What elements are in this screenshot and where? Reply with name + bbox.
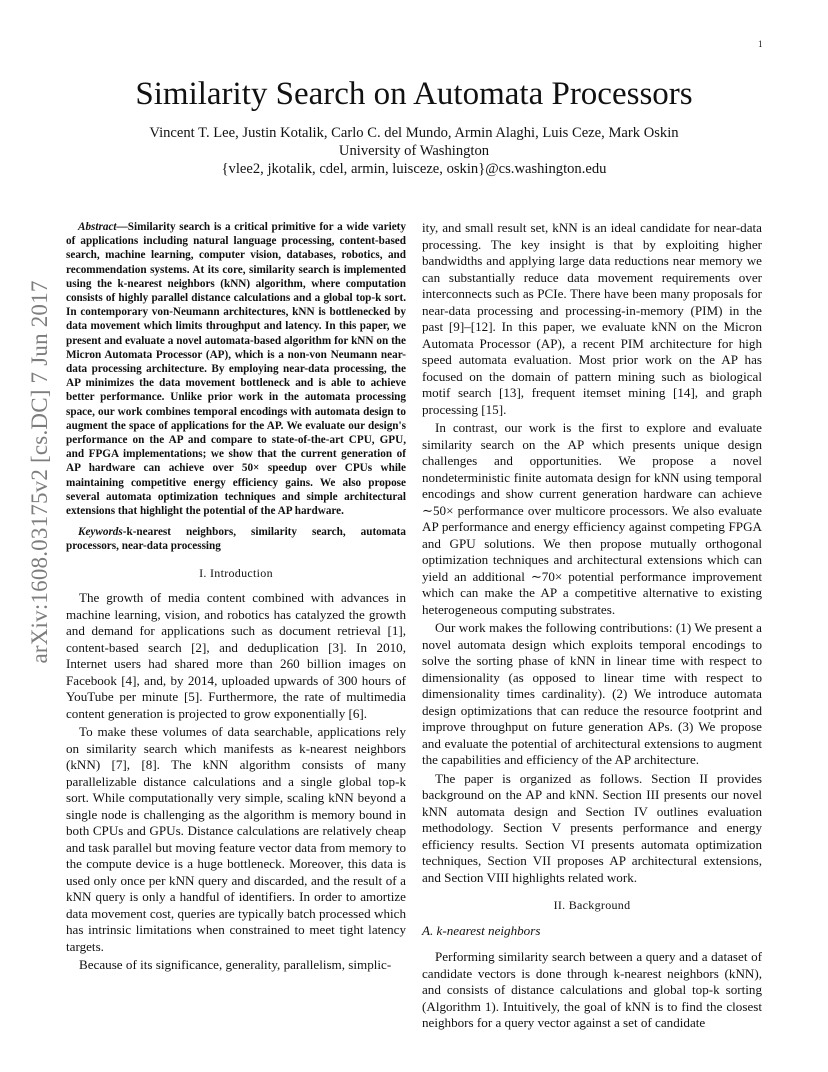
left-column — [66, 220, 406, 976]
paragraph: To make these volumes of data searchable, applications rely on similarity search which manifests as k-nearest neighbors (kNN) [7], [8]. The kNN algorithm consists of many parallelizable distance calculations and a single global top-k sort. While computationally very simple, scaling kNN beyond a single node is challenging as the algorithm is memory bound in both CPUs and GPUs. Distance calculations are relatively cheap and task parallel but moving feature vector data from memory to the compute device is a huge bottleneck. Moreover, this data is used only once per kNN query and discarded, and the result of a kNN query is only a handful of identifiers. In order to amortize data movement cost, queries are typically batch processed which has intrinsic limitations when constrained to meet tight latency targets. — [66, 724, 406, 954]
paragraph: Performing similarity search between a query and a dataset of candidate vectors is done through k-nearest neighbors (kNN), and consists of distance calculations and global top-k sorting (Algorithm 1). Intuitively, the goal of kNN is to find the closest neighbors for a query vector against a set of candidate — [422, 949, 762, 1030]
subsection-heading-knn: A. k-nearest neighbors — [422, 922, 541, 938]
abstract-text: —Similarity search is a critical primitive for a wide variety of applications including natural language processing, content-based search, machine learning, computer vision, databases, robotics, and recommendation systems. At its core, similarity search is implemented using the k-nearest neighbors (kNN) algorithm, where computation consists of highly parallel distance calculations and a global top-k sort. In contemporary von-Neumann architectures, kNN is bottlenecked by data movement which limits throughput and latency. In this paper, we present and evaluate a novel automata-based algorithm for kNN on the Micron Automata Processor (AP), which is a non-von Neumann near-data processing architecture. By employing near-data processing, the AP minimizes the data movement bottleneck and is able to achieve better performance. Unlike prior work in the automata processing space, our work combines temporal encodings with automata design to augment the space of applications for the AP. We evaluate our design's performance on the AP and compare to state-of-the-art CPU, GPU, and FPGA implementations; we show that the current generation of AP hardware can achieve over 50× speedup over CPUs while maintaining competitive energy efficiency gains. We also propose several automata optimization techniques and simple architectural extensions that highlight the potential of the AP hardware. — [66, 221, 406, 518]
keywords — [66, 525, 406, 553]
author-block — [0, 124, 828, 178]
paragraph: The growth of media content combined with advances in machine learning, vision, and robotics has catalyzed the growth and demand for applications such as document retrieval [1], content-based search [2], and deduplication [3]. In 2010, Internet users had shared more than 260 billion images on Facebook [4], and, by 2014, uploaded upwards of 300 hours of YouTube per minute [5]. Furthermore, the rate of multimedia content generation is projected to grow exponentially [6]. — [66, 590, 406, 721]
section-heading-introduction: I. Introduction — [199, 565, 273, 580]
arxiv-identifier[interactable]: arXiv:1608.03175v2 [cs.DC] 7 Jun 2017 — [27, 280, 52, 664]
keywords-text: -k-nearest neighbors, similarity search, automata processors, near-data processing — [66, 526, 406, 553]
affiliation: University of Washington — [338, 143, 490, 159]
section-heading-background: II. Background — [553, 898, 631, 912]
paragraph: Because of its significance, generality, parallelism, simplic- — [79, 957, 392, 973]
abstract — [66, 220, 406, 518]
paragraph: In contrast, our work is the first to explore and evaluate similarity search on the AP which presents unique design challenges and opportunities. We propose a novel nondeterministic finite automata design for kNN using temporal encodings and show current generation hardware can achieve ∼50× performance over multicore processors. We also evaluate AP performance and energy efficiency against competing FPGA and GPU solutions. We then propose mutually orthogonal optimization techniques and architectural extensions which can yield an additional ∼70× potential performance improvement which can make the AP a competitive alternative to existing heterogeneous computing substrates. — [422, 420, 762, 617]
abstract-label: Abstract — [78, 221, 117, 233]
right-column — [422, 220, 762, 1034]
page-number: 1 — [758, 39, 763, 49]
paragraph: Our work makes the following contributions: (1) We present a novel automata design which exploits temporal encodings to solve the sorting phase of kNN in linear time with respect to dimensionality (as opposed to linear time with respect to dimensionality times cardinality). (2) We introduce automata design optimizations that can reduce the resource footprint and improve throughput on future generation APs. (3) We propose and evaluate the potential of architectural extensions to augment the capabilities and efficiency of the AP architecture. — [422, 620, 762, 767]
author-list: Vincent T. Lee, Justin Kotalik, Carlo C. del Mundo, Armin Alaghi, Luis Ceze, Mark Oskin — [149, 125, 679, 141]
paragraph: The paper is organized as follows. Section II provides background on the AP and kNN. Section III presents our novel kNN automata design and Section IV outlines evaluation methodology. Section V presents performance and energy efficiency results. Section VI presents automata optimization techniques, Section VII proposes AP architectural extensions, and Section VIII highlights related work. — [422, 770, 762, 885]
author-emails: {vlee2, jkotalik, cdel, armin, luisceze, oskin}@cs.washington.edu — [221, 161, 607, 177]
keywords-label: Keywords — [78, 526, 123, 539]
paper-title: Similarity Search on Automata Processors — [135, 76, 693, 112]
paragraph: ity, and small result set, kNN is an ideal candidate for near-data processing. The key insight is that by exploiting higher bandwidths and applying large data reductions near memory we can substantially reduce data movement requirements over interconnects such as PCIe. There have been many proposals for near-data processing and processing-in-memory (PIM) in the past [9]–[12]. In this paper, we evaluate kNN on the Micron Automata Processor (AP), a recent PIM architecture for high speed automata evaluation. Most prior work on the AP has focused on the domain of pattern mining such as biological motif search [13], frequent itemset mining [14], and graph processing [15]. — [422, 220, 762, 417]
